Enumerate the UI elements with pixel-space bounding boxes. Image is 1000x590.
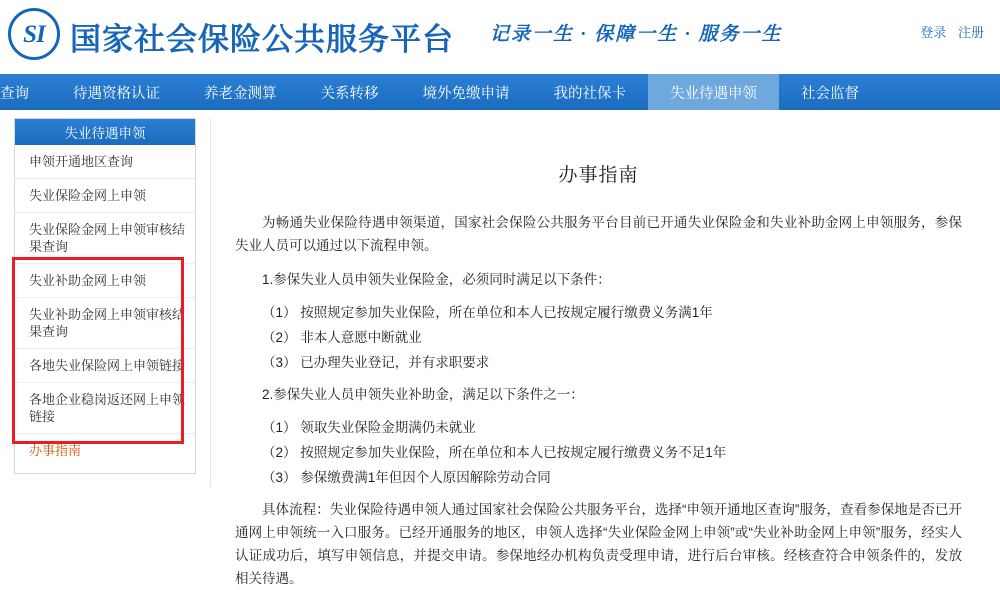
site-header [0, 0, 1000, 74]
nav-item-benefit-qualification[interactable]: 待遇资格认证 [73, 85, 160, 102]
logo-text: SI [23, 20, 45, 48]
sidebar-item-local-job-stability-links[interactable]: 各地企业稳岗返还网上申领链接 [15, 383, 195, 434]
condition-1-1: （1） 按照规定参加失业保险，所在单位和本人已按规定履行缴费义务满1年 [262, 305, 713, 320]
sidebar-title: 失业待遇申领 [15, 119, 195, 145]
sidebar-item-subsidy-online-claim[interactable]: 失业补助金网上申领 [15, 264, 195, 298]
sidebar-item-region-query[interactable]: 申领开通地区查询 [15, 145, 195, 179]
auth-links [912, 22, 984, 41]
sidebar-item-local-insurance-links[interactable]: 各地失业保险网上申领链接 [15, 349, 195, 383]
sidebar-menu [15, 145, 195, 467]
main-nav [0, 74, 1000, 110]
intro-paragraph: 为畅通失业保险待遇申领渠道，国家社会保险公共服务平台目前已开通失业保险金和失业补助金网上申领服务，参保失业人员可以通过以下流程申领。 [235, 215, 962, 253]
condition-1-2: （2） 非本人意愿中断就业 [262, 330, 422, 345]
sidebar-item-insurance-claim-result[interactable]: 失业保险金网上申领审核结果查询 [15, 213, 195, 264]
condition-2-3: （3） 参保缴费满1年但因个人原因解除劳动合同 [262, 470, 551, 485]
nav-item-relationship-transfer[interactable]: 关系转移 [320, 85, 379, 102]
sidebar-item-service-guide[interactable]: 办事指南 [29, 443, 82, 458]
condition-group-2-heading: 2.参保失业人员申领失业补助金，满足以下条件之一： [262, 387, 584, 402]
nav-item-overseas-exemption[interactable]: 境外免缴申请 [422, 85, 510, 102]
condition-2-1: （1） 领取失业保险金期满仍未就业 [262, 420, 476, 435]
condition-group-1-heading: 1.参保失业人员申领失业保险金，必须同时满足以下条件： [262, 272, 611, 287]
nav-item-unemployment-claim[interactable]: 失业待遇申领 [648, 74, 779, 110]
login-link[interactable]: 登录 [920, 25, 947, 40]
main-title: 办事指南 [558, 165, 639, 186]
condition-1-3: （3） 已办理失业登记，并有求职要求 [262, 355, 490, 370]
content-area [0, 110, 1000, 586]
sidebar [14, 118, 196, 474]
condition-2-2: （2） 按照规定参加失业保险，所在单位和本人已按规定履行缴费义务不足1年 [262, 445, 727, 460]
nav-item-pension-calculation[interactable]: 养老金测算 [204, 85, 277, 102]
site-slogan: 记录一生 · 保障一生 · 服务一生 [490, 24, 783, 45]
nav-item-query[interactable]: 查询 [0, 85, 29, 102]
nav-item-social-supervision[interactable]: 社会监督 [801, 85, 859, 102]
site-logo [8, 8, 60, 60]
process-paragraph: 具体流程：失业保险待遇申领人通过国家社会保险公共服务平台，选择“申领开通地区查询”服务，查看参保地是否已开通网上申领统一入口服务。已经开通服务的地区，申领人选择“失业保险金网上申领”或“失业补助金网上申领”服务，经实人认证成功后，填写申领信息，并提交申请。参保地经办机构负责受理申请，进行后台审核。经核查符合申领条件的，发放相关待遇。 [235, 502, 962, 586]
circle-si-logo-icon [8, 8, 60, 60]
page-title: 国家社会保险公共服务平台 [70, 22, 454, 57]
register-link[interactable]: 注册 [957, 25, 984, 40]
main-panel [210, 118, 986, 586]
sidebar-item-subsidy-claim-result[interactable]: 失业补助金网上申领审核结果查询 [15, 298, 195, 349]
nav-item-my-card[interactable]: 我的社保卡 [553, 85, 626, 102]
sidebar-item-insurance-online-claim[interactable]: 失业保险金网上申领 [15, 179, 195, 213]
